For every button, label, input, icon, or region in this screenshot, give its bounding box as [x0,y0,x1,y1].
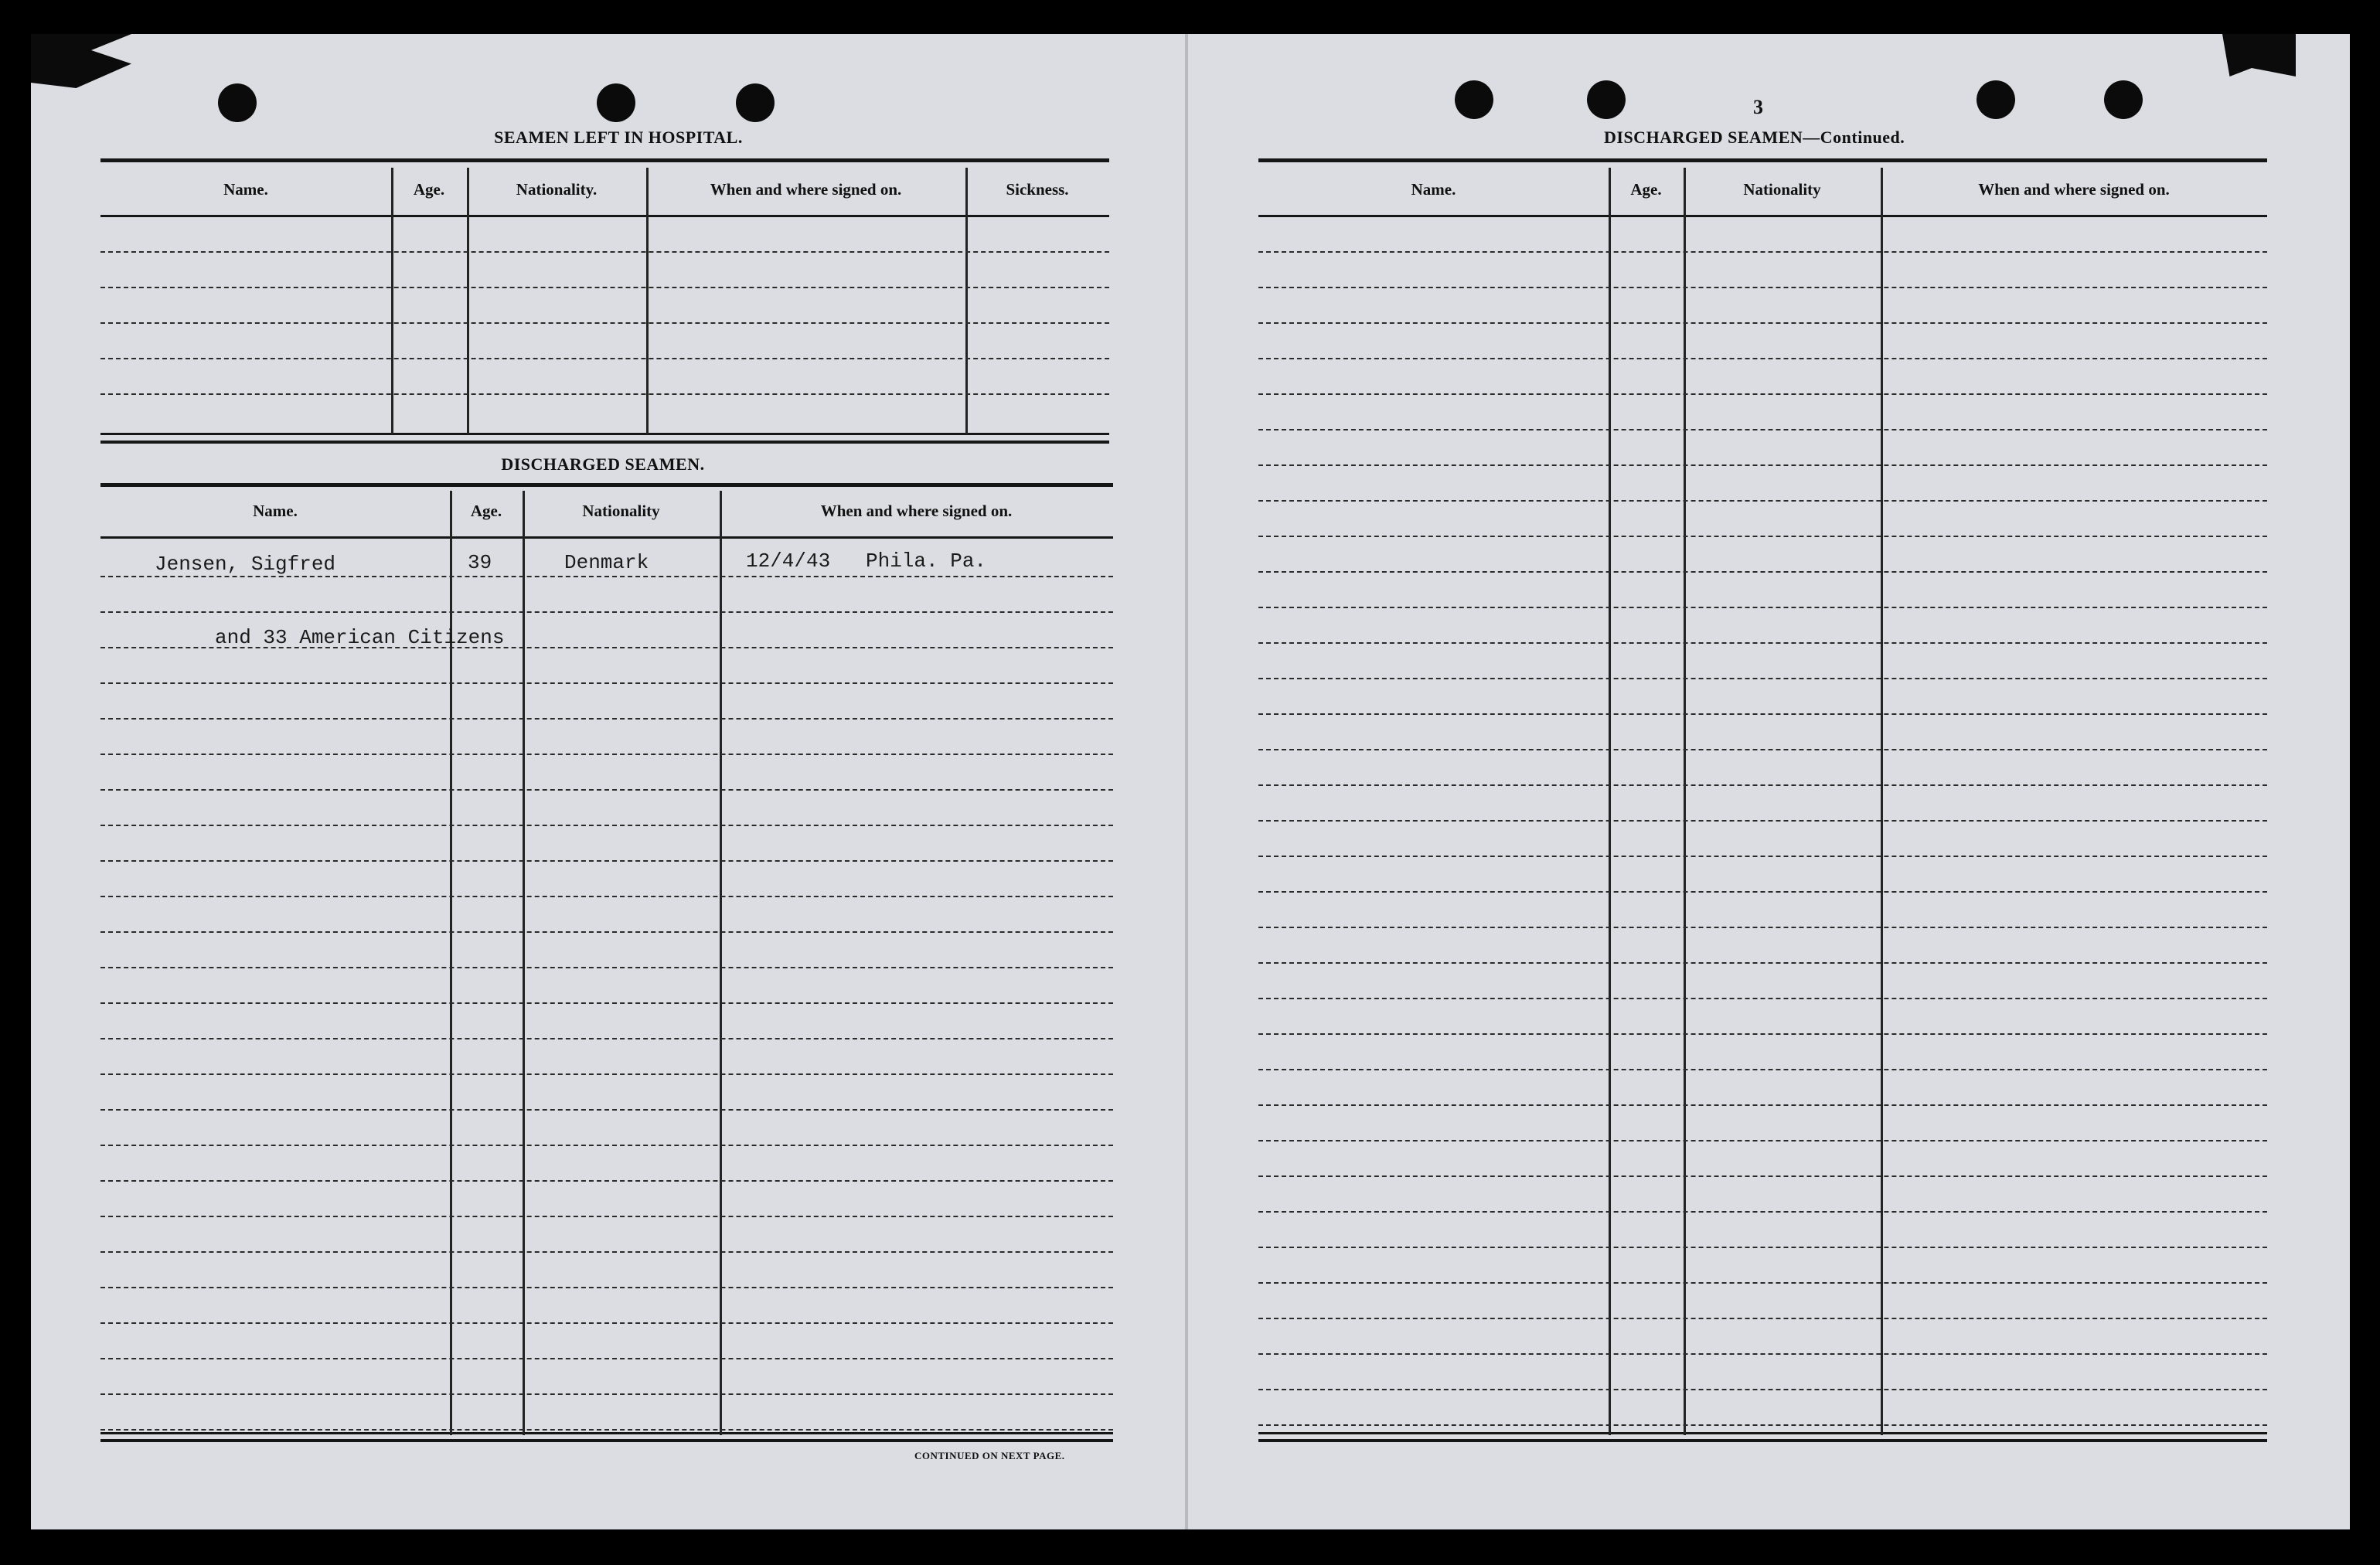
right-header-age: Age. [1630,180,1662,199]
ruled-line [100,967,1113,968]
ruled-line [100,1287,1113,1288]
punch-hole [1455,80,1493,119]
punch-hole [2104,80,2143,119]
hospital-header-sickness: Sickness. [1006,180,1069,199]
ruled-line [100,1429,1113,1431]
ruled-line [100,1180,1113,1182]
ruled-line [1258,1033,2267,1035]
punch-hole [1977,80,2015,119]
ruled-line [1258,1104,2267,1106]
page-number: 3 [1753,96,1763,118]
ruled-line [100,647,1113,648]
ruled-line [100,611,1113,613]
punch-hole [736,83,775,122]
ruled-line [1258,358,2267,359]
ruled-line [1258,1282,2267,1284]
ruled-line [100,576,1113,577]
discharged-header-name: Name. [253,502,298,520]
punch-hole [1587,80,1626,119]
ruled-line [1258,891,2267,893]
hospital-section-title: SEAMEN LEFT IN HOSPITAL. [494,128,743,147]
hospital-header-name: Name. [223,180,268,199]
ruled-line [1258,713,2267,715]
ruled-line [1258,856,2267,857]
ruled-line [1258,678,2267,679]
ruled-line [100,1251,1113,1253]
ruled-line [1258,429,2267,430]
ruled-line [100,860,1113,862]
hospital-header-nationality: Nationality. [516,180,598,199]
discharged-table [100,483,1113,1445]
right-page-title: DISCHARGED SEAMEN—Continued. [1604,128,1905,147]
ruled-line [1258,464,2267,466]
ruled-line [100,825,1113,826]
ruled-line [1258,784,2267,786]
right-header-signed-on: When and where signed on. [1978,180,2170,199]
discharged-continued-table [1258,158,2267,1445]
ruled-line [1258,607,2267,608]
ruled-line [100,718,1113,720]
ruled-line [1258,251,2267,253]
ruled-line [1258,1424,2267,1426]
ruled-line [1258,1175,2267,1177]
ruled-line [1258,962,2267,964]
ruled-line [100,1002,1113,1004]
ruled-line [1258,500,2267,502]
ruled-line [100,1109,1113,1111]
ruled-line [100,1322,1113,1324]
seaman-signed-place: Phila. Pa. [866,549,987,573]
discharged-section-title: DISCHARGED SEAMEN. [501,454,705,474]
seaman-name: Jensen, Sigfred [155,553,336,576]
ruled-line [1258,1211,2267,1213]
seaman-age: 39 [468,551,492,574]
ruled-line [1258,1069,2267,1070]
discharged-header-nationality: Nationality [582,502,660,520]
ruled-line [100,931,1113,933]
punch-hole [218,83,257,122]
ruled-line [1258,536,2267,537]
ruled-line [1258,1318,2267,1319]
ruled-line [100,1393,1113,1395]
seaman-nationality: Denmark [564,551,649,574]
ruled-line [1258,749,2267,750]
ruled-line [1258,393,2267,395]
punch-hole [597,83,635,122]
discharged-header-age: Age. [470,502,502,520]
ruled-line [100,1358,1113,1359]
seaman-signed-date: 12/4/43 [746,549,831,573]
page-fold [1185,34,1188,1529]
american-citizens-note: and 33 American Citizens [215,626,505,649]
ruled-line [1258,642,2267,644]
ruled-line [1258,287,2267,288]
right-header-name: Name. [1411,180,1456,199]
right-header-nationality: Nationality [1743,180,1821,199]
ruled-line [1258,322,2267,324]
hospital-header-signed-on: When and where signed on. [710,180,902,199]
ruled-line [100,1073,1113,1075]
ruled-line [100,1216,1113,1217]
ruled-line [1258,1247,2267,1248]
ruled-line [100,682,1113,684]
ruled-line [1258,1389,2267,1390]
continued-footer: CONTINUED ON NEXT PAGE. [914,1450,1065,1461]
hospital-header-age: Age. [413,180,445,199]
hospital-table [100,158,1109,448]
ruled-line [1258,998,2267,999]
ruled-line [1258,1140,2267,1141]
ruled-line [100,789,1113,791]
discharged-header-signed-on: When and where signed on. [820,502,1013,520]
ruled-line [100,1038,1113,1039]
ruled-line [1258,820,2267,822]
ruled-line [1258,1353,2267,1355]
ruled-line [1258,571,2267,573]
ruled-line [100,896,1113,897]
ruled-line [100,1145,1113,1146]
ruled-line [1258,927,2267,928]
ruled-line [100,754,1113,755]
